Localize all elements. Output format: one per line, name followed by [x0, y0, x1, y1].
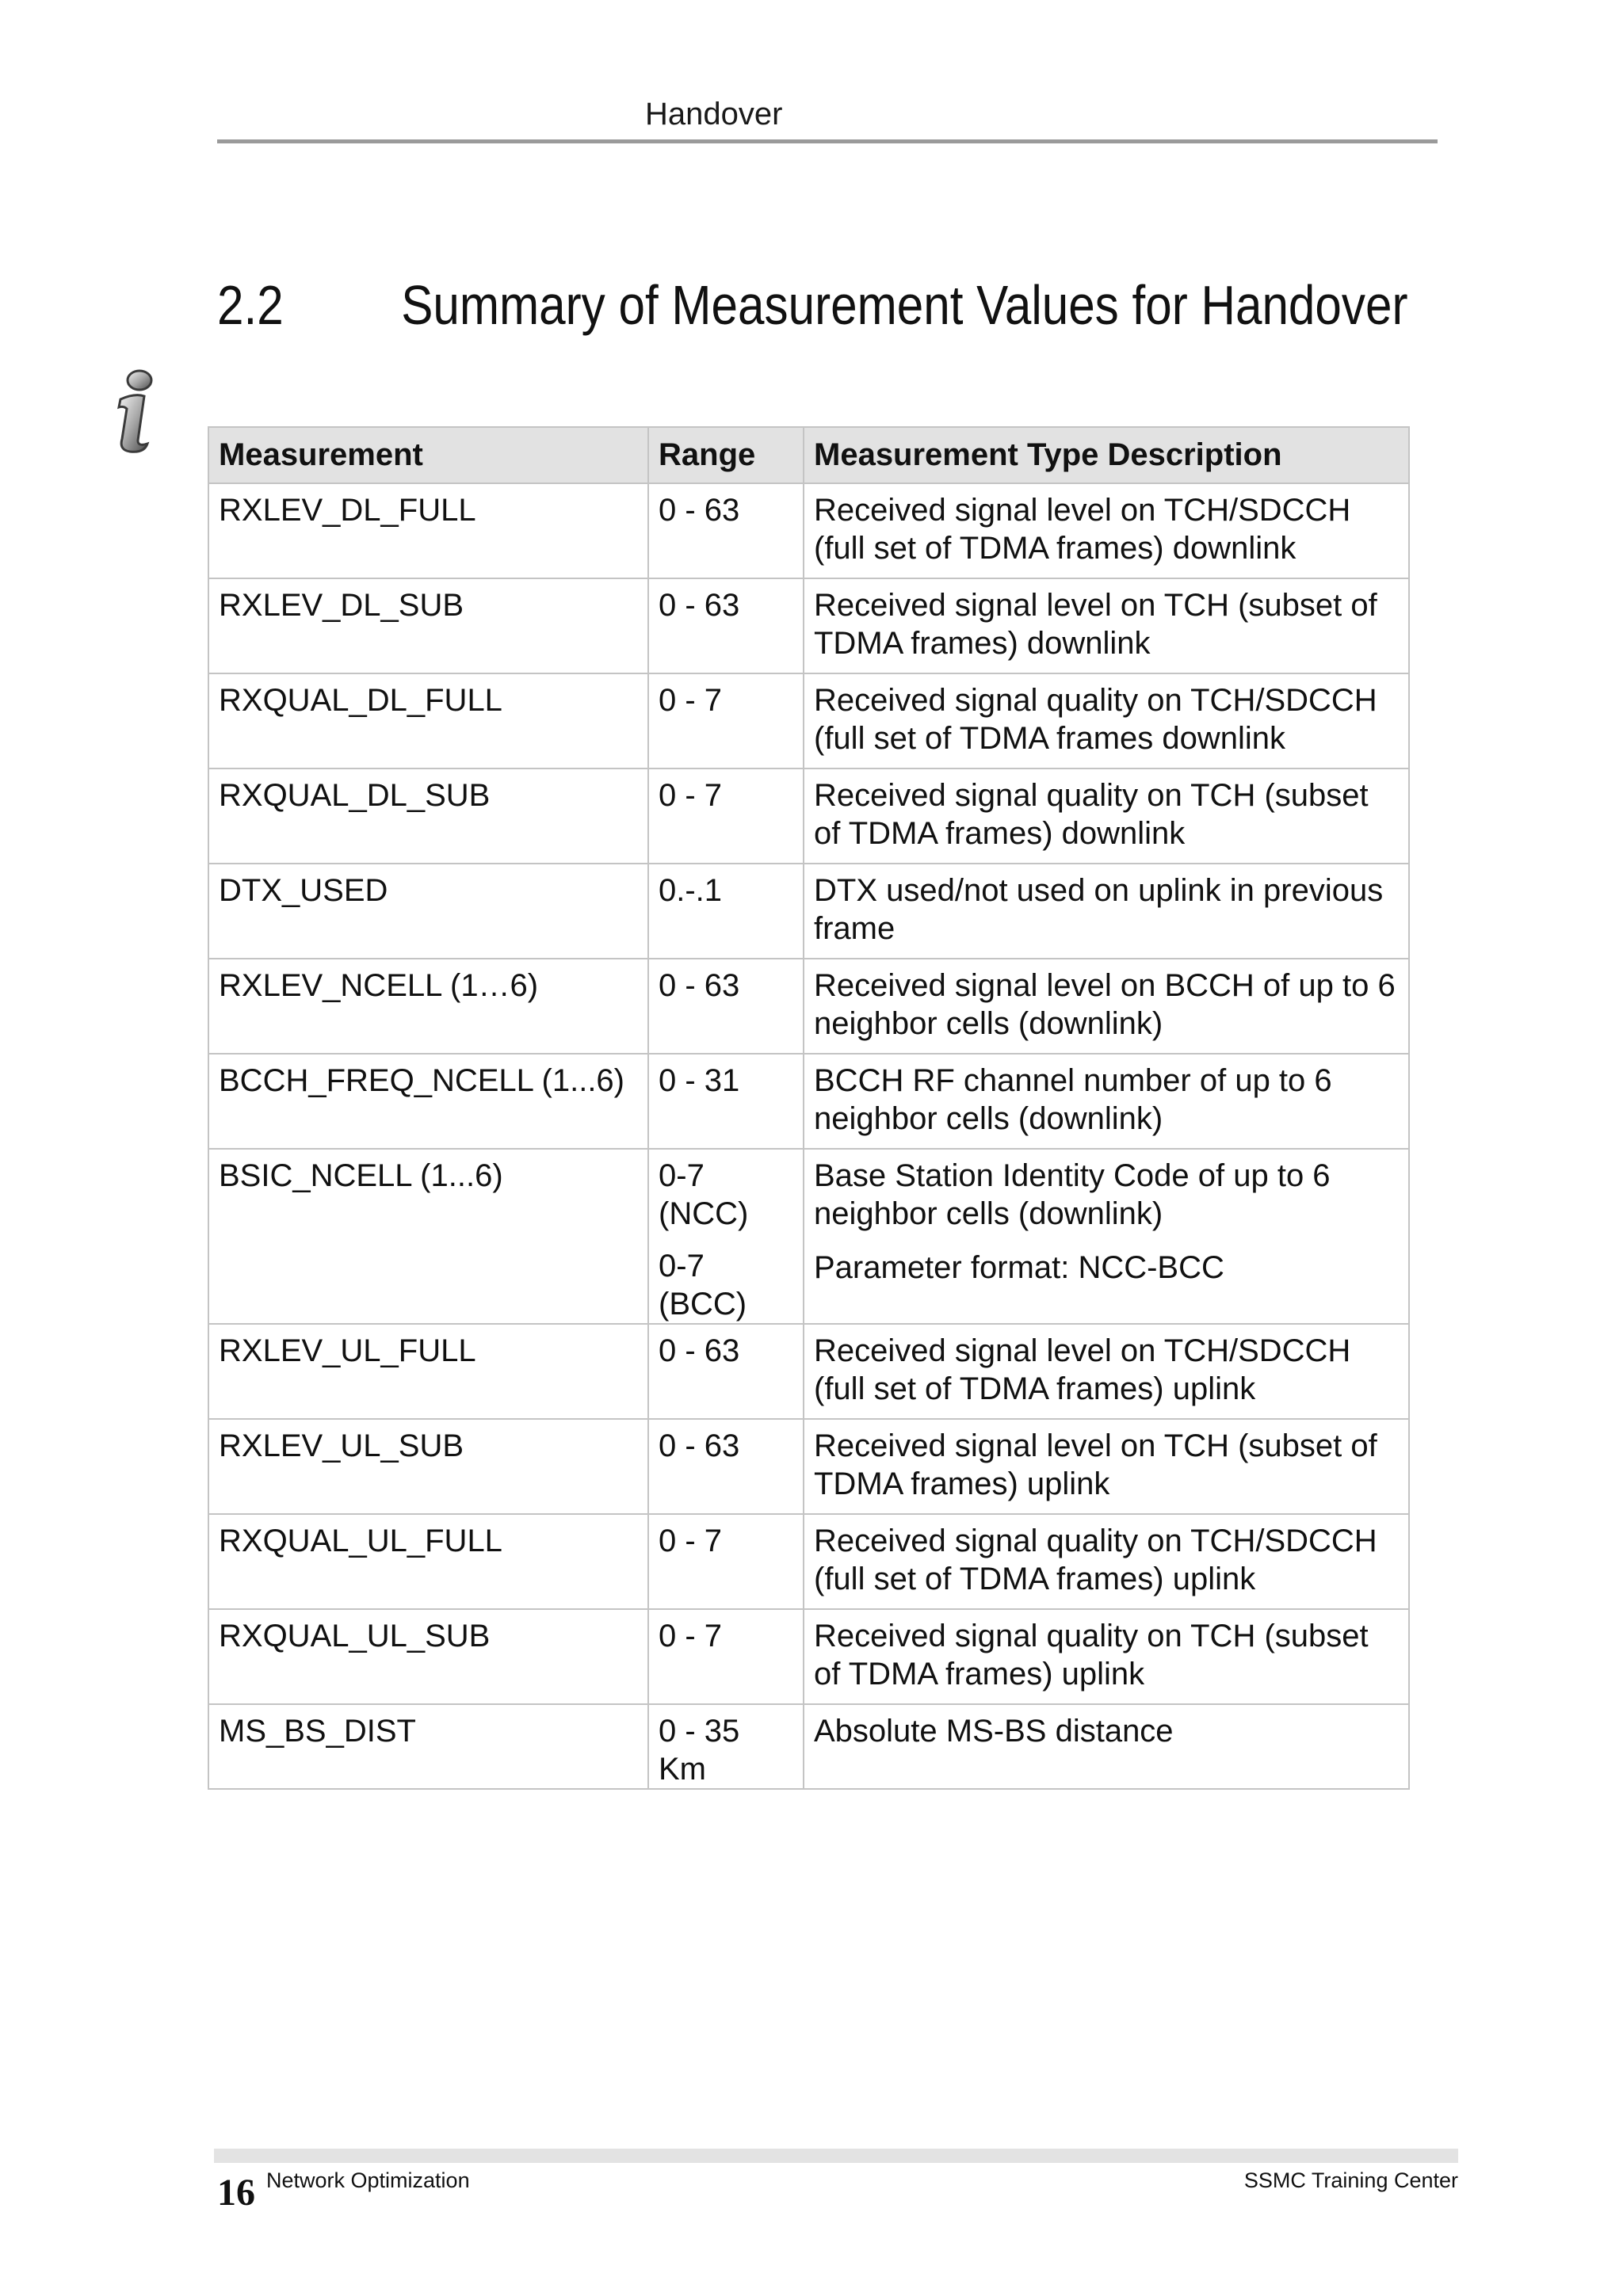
description-cell [804, 1704, 1409, 1789]
description-cell [804, 1054, 1409, 1149]
table-row [208, 673, 1409, 769]
section-heading [217, 273, 1408, 337]
running-header [217, 95, 1438, 143]
range-cell [648, 1054, 804, 1149]
description-text: Received signal level on TCH/SDCCH (full set of TDMA frames) uplink [814, 1333, 1351, 1406]
measurement-cell: RXQUAL_UL_SUB [208, 1609, 648, 1704]
description-text: BCCH RF channel number of up to 6 neighbor cells (downlink) [814, 1063, 1332, 1136]
info-icon [103, 366, 166, 461]
description-text: Received signal level on BCCH of up to 6 neighbor cells (downlink) [814, 968, 1396, 1041]
range-value: 0 - 35 Km [659, 1714, 740, 1787]
section-title: Summary of Measurement Values for Handover [401, 274, 1408, 336]
description-text: Received signal level on TCH (subset of TDMA frames) uplink [814, 1428, 1377, 1501]
range-cell [648, 1419, 804, 1514]
range-cell [648, 864, 804, 959]
column-header-measurement: Measurement [208, 427, 648, 483]
description-text: Base Station Identity Code of up to 6 neighbor cells (downlink) [814, 1158, 1331, 1231]
description-cell [804, 578, 1409, 673]
range-value: 0-7 (BCC) [659, 1249, 747, 1322]
measurement-cell: RXQUAL_DL_FULL [208, 673, 648, 769]
range-cell [648, 578, 804, 673]
range-cell [648, 1149, 804, 1324]
description-text: Received signal quality on TCH (subset of TDMA frames) downlink [814, 778, 1369, 851]
column-header-description: Measurement Type Description [804, 427, 1409, 483]
measurement-cell: RXQUAL_DL_SUB [208, 769, 648, 864]
description-cell [804, 769, 1409, 864]
measurement-cell: RXLEV_UL_SUB [208, 1419, 648, 1514]
table-row [208, 1514, 1409, 1609]
description-text: Absolute MS-BS distance [814, 1714, 1174, 1749]
measurement-cell: RXLEV_DL_SUB [208, 578, 648, 673]
description-text: Received signal level on TCH (subset of TDMA frames) downlink [814, 588, 1377, 661]
description-cell [804, 864, 1409, 959]
measurement-cell: MS_BS_DIST [208, 1704, 648, 1789]
column-header-range: Range [648, 427, 804, 483]
description-cell [804, 1419, 1409, 1514]
measurement-table [208, 426, 1410, 1790]
section-number: 2.2 [217, 274, 284, 336]
measurement-cell: RXLEV_DL_FULL [208, 483, 648, 578]
description-text: Received signal quality on TCH/SDCCH (full set of TDMA frames downlink [814, 683, 1377, 756]
footer-divider [214, 2149, 1458, 2163]
measurement-cell: BSIC_NCELL (1...6) [208, 1149, 648, 1324]
table-row [208, 1419, 1409, 1514]
description-text: Received signal level on TCH/SDCCH (full set of TDMA frames) downlink [814, 493, 1351, 566]
description-cell [804, 483, 1409, 578]
table-row [208, 864, 1409, 959]
measurement-cell: DTX_USED [208, 864, 648, 959]
range-cell [648, 769, 804, 864]
table-row [208, 1704, 1409, 1789]
measurement-cell: RXLEV_NCELL (1…6) [208, 959, 648, 1054]
description-text: Received signal quality on TCH/SDCCH (full set of TDMA frames) uplink [814, 1524, 1377, 1596]
running-header-title: Handover [645, 97, 783, 132]
description-cell [804, 673, 1409, 769]
range-value: 0 - 63 [659, 968, 740, 1003]
range-value: 0 - 63 [659, 1333, 740, 1368]
range-cell [648, 1609, 804, 1704]
table-row [208, 483, 1409, 578]
description-cell [804, 1609, 1409, 1704]
description-cell [804, 1324, 1409, 1419]
table-header-row [208, 427, 1409, 483]
range-value: 0 - 7 [659, 1619, 723, 1653]
range-value: 0.-.1 [659, 873, 723, 908]
description-text: Parameter format: NCC-BCC [814, 1250, 1224, 1285]
description-text: DTX used/not used on uplink in previous frame [814, 873, 1384, 946]
footer-document-title: Network Optimization [266, 2168, 470, 2192]
table-row [208, 1609, 1409, 1704]
range-value: 0 - 63 [659, 588, 740, 623]
footer-organization: SSMC Training Center [1243, 2168, 1458, 2192]
measurement-cell: RXQUAL_UL_FULL [208, 1514, 648, 1609]
range-value: 0 - 7 [659, 683, 723, 718]
table-row [208, 1324, 1409, 1419]
measurement-cell: RXLEV_UL_FULL [208, 1324, 648, 1419]
range-value: 0-7 (NCC) [659, 1158, 749, 1231]
description-text: Received signal quality on TCH (subset of TDMA frames) uplink [814, 1619, 1369, 1691]
table-row [208, 959, 1409, 1054]
range-value: 0 - 63 [659, 1428, 740, 1463]
description-cell [804, 1149, 1409, 1324]
range-cell [648, 1514, 804, 1609]
description-cell [804, 1514, 1409, 1609]
range-value: 0 - 7 [659, 778, 723, 813]
range-cell [648, 1704, 804, 1789]
range-value: 0 - 7 [659, 1524, 723, 1558]
range-value: 0 - 31 [659, 1063, 740, 1098]
range-cell [648, 483, 804, 578]
range-cell [648, 1324, 804, 1419]
measurement-cell: BCCH_FREQ_NCELL (1...6) [208, 1054, 648, 1149]
table-row [208, 769, 1409, 864]
description-cell [804, 959, 1409, 1054]
table-row [208, 1149, 1409, 1324]
table-row [208, 578, 1409, 673]
page-number: 16 [217, 2172, 255, 2214]
range-value: 0 - 63 [659, 493, 740, 528]
range-cell [648, 959, 804, 1054]
range-cell [648, 673, 804, 769]
table-row [208, 1054, 1409, 1149]
